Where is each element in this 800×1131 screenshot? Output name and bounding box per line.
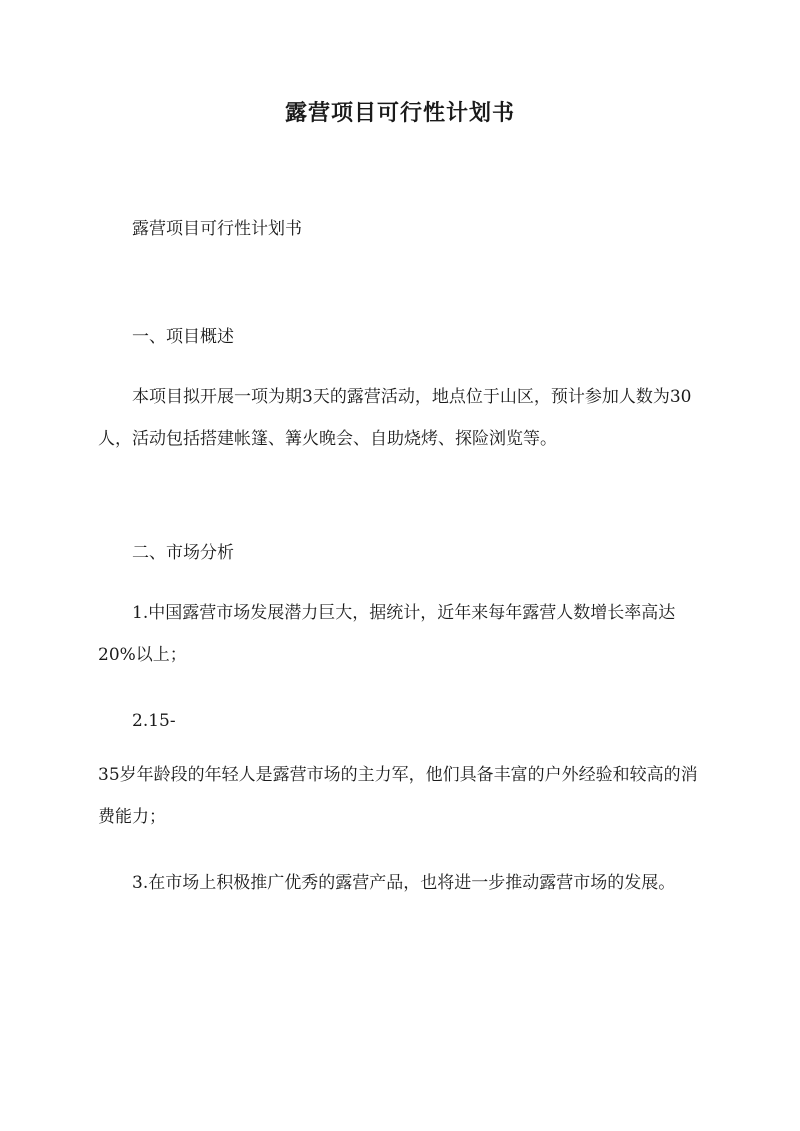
market-item-2-start: 2.15- [132,711,176,731]
market-item-3: 3.在市场上积极推广优秀的露营产品，也将进一步推动露营市场的发展。 [132,873,676,893]
document-title: 露营项目可行性计划书 [284,100,515,126]
market-item-2-rest: 35岁年龄段的年轻人是露营市场的主力军，他们具备丰富的户外经验和较高的消费能力； [98,765,698,827]
document-subtitle: 露营项目可行性计划书 [132,219,302,239]
market-item-1: 1.中国露营市场发展潜力巨大，据统计，近年来每年露营人数增长率高达20%以上； [98,603,676,665]
section-heading-overview: 一、项目概述 [132,327,234,347]
section-heading-market: 二、市场分析 [132,543,234,563]
overview-paragraph: 本项目拟开展一项为期3天的露营活动，地点位于山区，预计参加人数为30人，活动包括搭建帐篷、篝火晚会、自助烧烤、探险浏览等。 [98,387,692,449]
